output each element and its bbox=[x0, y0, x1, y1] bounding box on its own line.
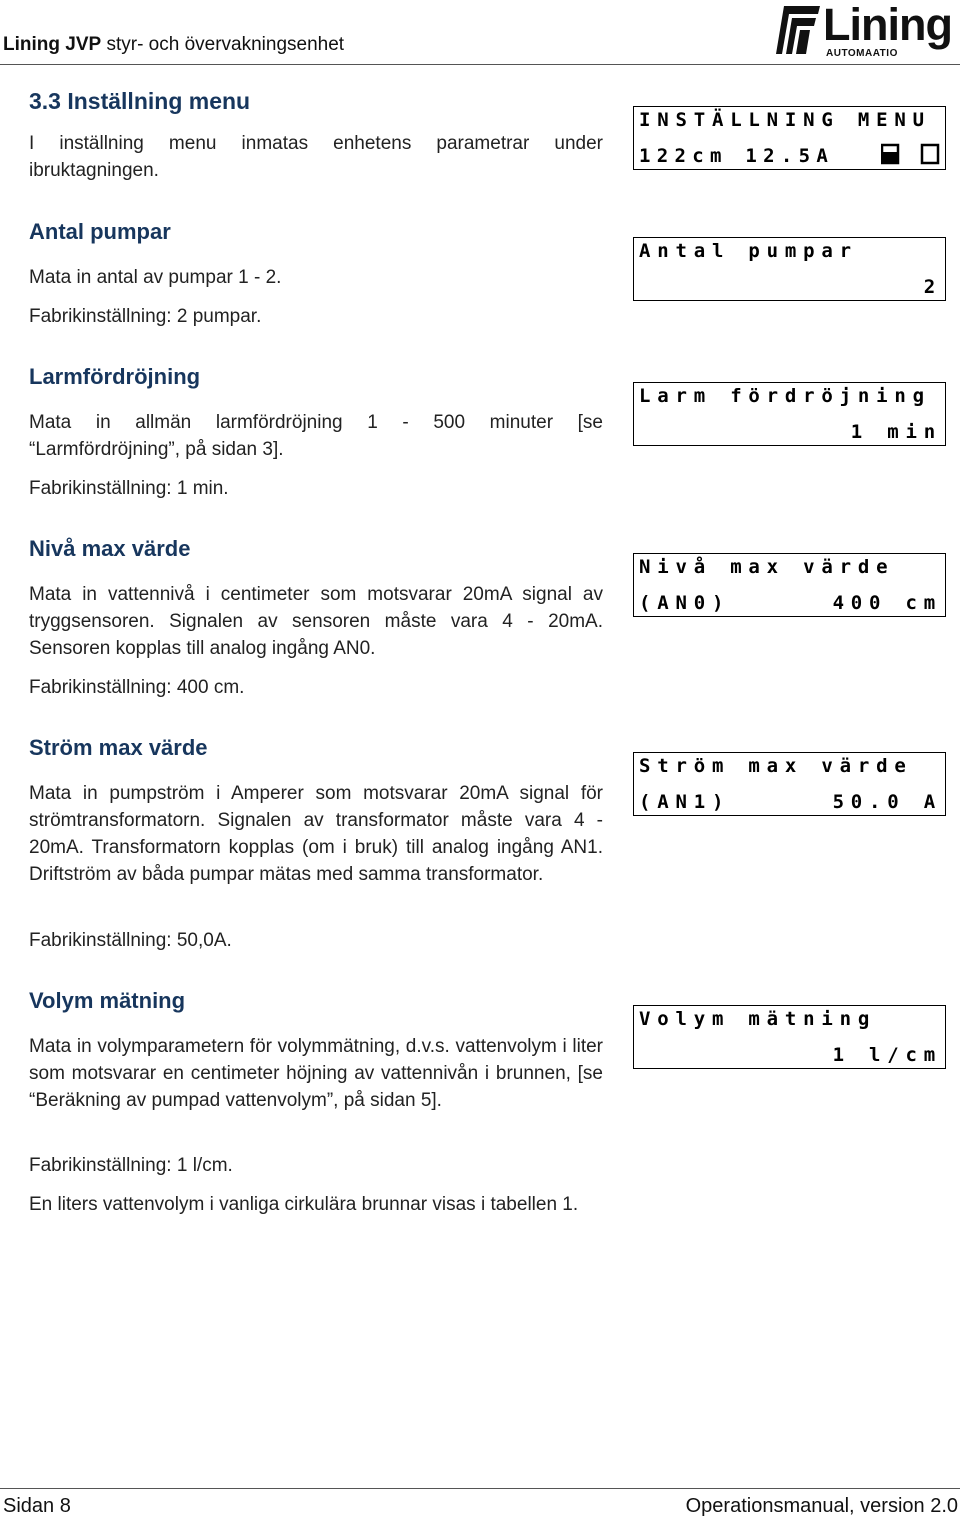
default-antal-pumpar: Fabrikinställning: 2 pumpar. bbox=[29, 306, 262, 327]
document-header-title bbox=[3, 34, 344, 56]
default-niva-max-varde: Fabrikinställning: 400 cm. bbox=[29, 677, 245, 698]
lcd-line-2-left: (AN0) bbox=[639, 592, 731, 614]
header-product: Lining JVP bbox=[3, 34, 102, 55]
lcd-line-2: 1 l/cm bbox=[832, 1044, 942, 1066]
header-subtitle: styr- och övervakningsenhet bbox=[101, 34, 345, 55]
section-intro: I inställning menu inmatas enhetens parametrar under ibruktagningen. bbox=[29, 133, 603, 181]
lcd-battery-icons bbox=[881, 143, 941, 165]
section-heading: 3.3 Inställning menu bbox=[29, 88, 251, 114]
lining-logo-mark-icon bbox=[776, 4, 822, 56]
lcd-line-2: 122cm 12.5A bbox=[639, 145, 835, 167]
text-niva-max-varde: Mata in vattennivå i centimeter som motsvarar 20mA signal av tryggsensoren. Signalen av sensoren måste vara 4 - 20mA. Sensoren kopplas till analog ingång AN0. bbox=[29, 584, 603, 659]
footer-document-version: Operationsmanual, version 2.0 bbox=[685, 1495, 958, 1517]
heading-antal-pumpar: Antal pumpar bbox=[29, 219, 171, 244]
default-volym-matning: Fabrikinställning: 1 l/cm. bbox=[29, 1155, 233, 1176]
heading-niva-max-varde: Nivå max värde bbox=[29, 536, 191, 561]
header-divider bbox=[0, 64, 960, 65]
lcd-line-1: Antal pumpar bbox=[639, 240, 858, 262]
lcd-line-1: Ström max värde bbox=[639, 755, 913, 777]
lcd-display-pumps bbox=[633, 237, 946, 301]
heading-strom-max-varde: Ström max värde bbox=[29, 735, 208, 760]
text-strom-max-varde: Mata in pumpström i Amperer som motsvarar 20mA signal för strömtransformatorn. Signalen av transformator måste vara 4 - 20mA. Transformatorn kopplas (om i bruk) till analog ingång AN1. Driftström av båda pumpar mätas med samma transformator. bbox=[29, 783, 603, 885]
default-larmfordrojning: Fabrikinställning: 1 min. bbox=[29, 478, 229, 499]
heading-larmfordrojning: Larmfördröjning bbox=[29, 364, 201, 389]
lcd-line-1: Nivå max värde bbox=[639, 556, 895, 578]
lcd-line-2-left: (AN1) bbox=[639, 791, 731, 813]
text-antal-pumpar: Mata in antal av pumpar 1 - 2. bbox=[29, 267, 282, 288]
lcd-line-1: INSTÄLLNING MENU bbox=[639, 109, 931, 131]
text-volym-matning: Mata in volymparametern för volymmätning, d.v.s. vattenvolym i liter som motsvarar en centimeter höjning av vattennivån i brunnen, [se “Beräkning av pumpad vattenvolym”, på sidan 5]. bbox=[29, 1036, 603, 1111]
text-larmfordrojning: Mata in allmän larmfördröjning 1 - 500 minuter [se “Larmfördröjning”, på sidan 3]. bbox=[29, 412, 603, 460]
lcd-display-alarm bbox=[633, 382, 946, 446]
logo-subtitle: AUTOMAATIO bbox=[826, 48, 898, 59]
lcd-display-level bbox=[633, 553, 946, 617]
note-volym-matning: En liters vattenvolym i vanliga cirkulära brunnar visas i tabellen 1. bbox=[29, 1194, 579, 1215]
lcd-line-1: Larm fördröjning bbox=[639, 385, 931, 407]
footer-page-number: Sidan 8 bbox=[3, 1495, 71, 1517]
lcd-line-2: 2 bbox=[923, 276, 942, 298]
heading-volym-matning: Volym mätning bbox=[29, 988, 186, 1013]
lcd-line-2-right: 50.0 A bbox=[832, 791, 942, 813]
lcd-display-volume bbox=[633, 1005, 946, 1069]
lcd-display-current bbox=[633, 752, 946, 816]
lcd-display-menu bbox=[633, 106, 946, 170]
footer-divider bbox=[0, 1488, 960, 1489]
lcd-line-2-right: 400 cm bbox=[832, 592, 942, 614]
lcd-line-1: Volym mätning bbox=[639, 1008, 877, 1030]
logo-wordmark: Lining bbox=[823, 0, 952, 50]
lcd-line-2: 1 min bbox=[850, 421, 942, 443]
lining-logo bbox=[776, 2, 960, 60]
default-strom-max-varde: Fabrikinställning: 50,0A. bbox=[29, 930, 232, 951]
